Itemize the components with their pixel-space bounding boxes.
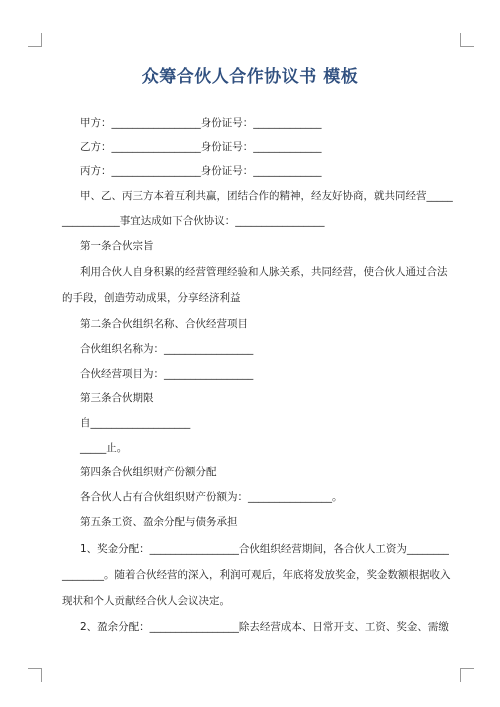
document-line: 的手段，创造劳动成果，分享经济利益 [62,292,241,304]
document-line: ___________事宜达成如下合伙协议：_________________ [62,215,325,227]
document-line: 合伙经营项目为：_________________ [80,368,254,380]
document-line: _____止。 [80,442,128,454]
document-title: 众筹合伙人合作协议书 模板 [141,67,359,87]
crop-mark-top-left [28,33,42,47]
document-line: 乙方：_________________身份证号：_____________ [80,141,322,153]
document-line: 利用合伙人自身积累的经营管理经验和人脉关系，共同经营，使合伙人通过合法 [80,266,448,278]
document-line: 现状和个人贡献经合伙人会议决定。 [62,595,230,607]
document-line: 第三条合伙期限 [80,392,154,404]
document-line: 自___________________ [80,417,191,429]
document-line: 甲、乙、丙三方本着互利共赢，团结合作的精神，经友好协商，就共同经营_____ [80,190,453,202]
document-line: 第五条工资、盈余分配与债务承担 [80,516,238,528]
document-line: 合伙组织名称为：_________________ [80,343,254,355]
crop-mark-bottom-right [460,668,474,682]
document-line: 甲方：_________________身份证号：_____________ [80,117,322,129]
document-line: 2、盈余分配：_________________除去经营成本、日常开支、工资、奖金、需缴 [80,621,449,633]
document-line: 第四条合伙组织财产份额分配 [80,466,217,478]
document-line: 各合伙人占有合伙组织财产份额为：________________。 [80,491,343,503]
document-line: 第二条合伙组织名称、合伙经营项目 [80,318,248,330]
crop-mark-bottom-left [28,668,42,682]
document-line: 丙方：_________________身份证号：_____________ [80,165,322,177]
document-line: 1、奖金分配：_________________合伙组织经营期间，各合伙人工资为________ [80,543,449,555]
document-line: 第一条合伙宗旨 [80,240,154,252]
document-line: ________。随着合伙经营的深入，利润可观后，年底将发放奖金，奖金数额根据收入 [62,569,451,581]
crop-mark-top-right [460,33,474,47]
